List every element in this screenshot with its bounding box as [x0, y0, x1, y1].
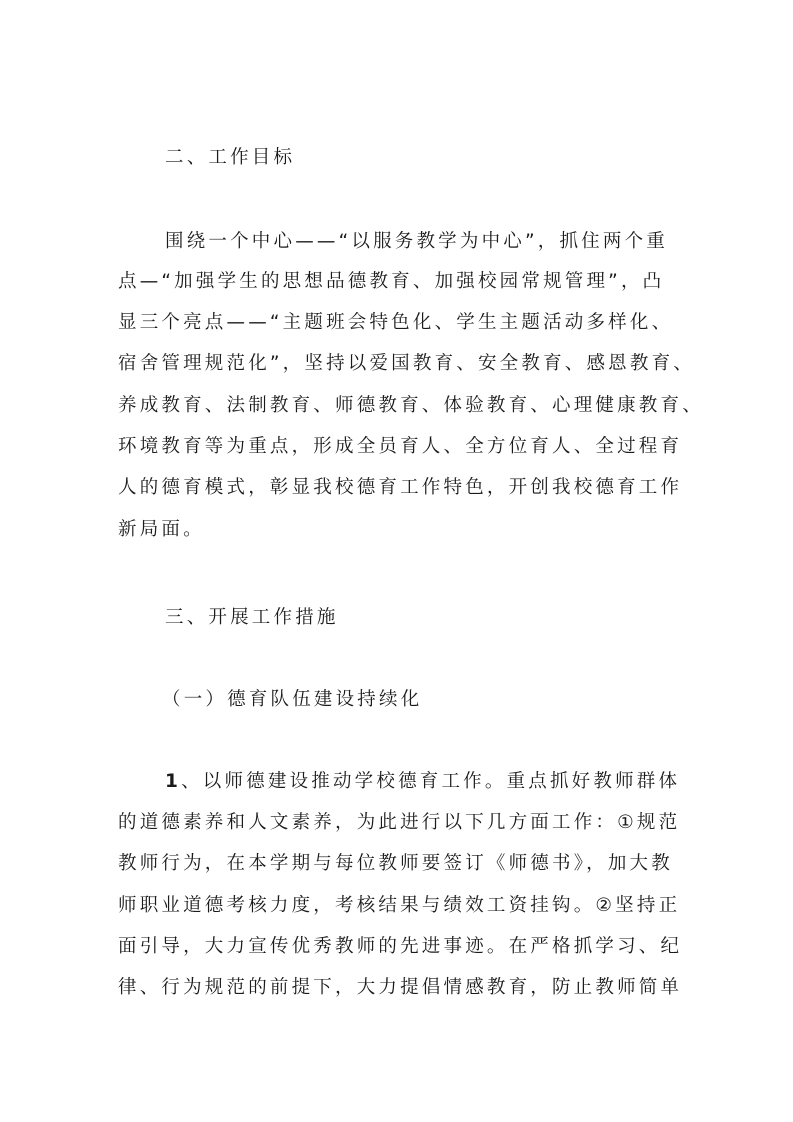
- paragraph-line: 的道德素养和人文素养，为此进行以下几方面工作：①规范: [118, 812, 681, 833]
- paragraph-line: 新局面。: [118, 519, 205, 540]
- paragraph-line: [165, 770, 725, 794]
- item-text: 、以师德建设推动学校德育工作。重点抓好教师群体: [181, 771, 681, 792]
- paragraph-line: 显三个亮点——“主题班会特色化、学生主题活动多样化、: [118, 312, 674, 333]
- paragraph-line: 养成教育、法制教育、师德教育、体验教育、心理健康教育、: [118, 395, 704, 416]
- paragraph-line: 宿舍管理规范化”，坚持以爱国教育、安全教育、感恩教育、: [118, 353, 695, 374]
- paragraph-line: 点—“加强学生的思想品德教育、加强校园常规管理”，凸: [118, 271, 665, 292]
- paragraph-line: 围绕一个中心——“以服务教学为中心”，抓住两个重: [165, 231, 668, 252]
- paragraph-line: 环境教育等为重点，形成全员育人、全方位育人、全过程育: [118, 436, 683, 457]
- paragraph-line: 师职业道德考核力度，考核结果与绩效工资挂钩。②坚持正: [118, 895, 681, 916]
- paragraph-line: 教师行为，在本学期与每位教师要签订《师德书》，加大教: [118, 853, 673, 874]
- paragraph-line: 律、行为规范的前提下，大力提倡情感教育，防止教师简单: [118, 977, 683, 998]
- section-heading-measures: 三、开展工作措施: [165, 607, 339, 628]
- item-number: 1: [165, 771, 182, 792]
- paragraph-line: 面引导，大力宣传优秀教师的先进事迹。在严格抓学习、纪: [118, 936, 683, 957]
- subsection-heading: （一）德育队伍建设持续化: [162, 689, 423, 710]
- paragraph-line: 人的德育模式，彰显我校德育工作特色，开创我校德育工作: [118, 477, 683, 498]
- section-heading-goals: 二、工作目标: [165, 147, 296, 168]
